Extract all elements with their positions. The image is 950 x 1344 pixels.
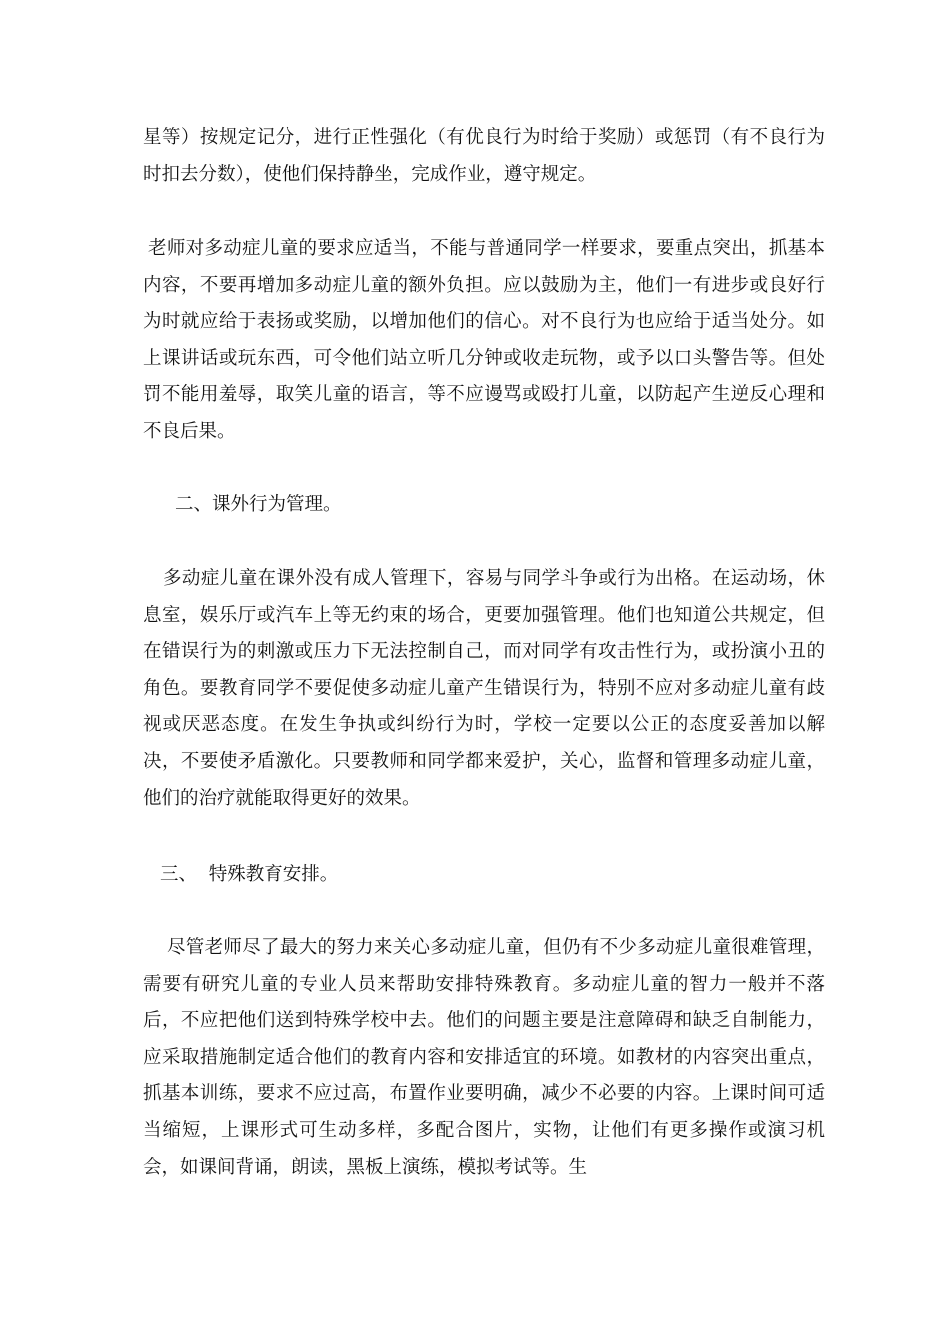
paragraph-after-class-management: 多动症儿童在课外没有成人管理下，容易与同学斗争或行为出格。在运动场，休息室，娱乐厅或汽车上等无约束的场合，更要加强管理。他们也知道公共规定，但在错误行为的刺激或压力下无法控制自己，而对同学有攻击性行为，或扮演小丑的角色。要教育同学不要促使多动症儿童产生错误行为，特别不应对多动症儿童有歧视或厌恶态度。在发生争执或纠纷行为时，学校一定要以公正的态度妥善加以解决，不要使矛盾激化。只要教师和同学都来爱护，关心，监督和管理多动症儿童，他们的治疗就能取得更好的效果。 xyxy=(143,568,825,809)
paragraph-continuation: 星等）按规定记分，进行正性强化（有优良行为时给于奖励）或惩罚（有不良行为时扣去分数），使他们保持静坐，完成作业，遵守规定。 xyxy=(143,127,825,185)
section-heading-special-education: 三、 特殊教育安排。 xyxy=(160,864,339,885)
paragraph-special-education: 尽管老师尽了最大的努力来关心多动症儿童，但仍有不少多动症儿童很难管理，需要有研究儿童的专业人员来帮助安排特殊教育。多动症儿童的智力一般并不落后，不应把他们送到特殊学校中去。他们的问题主要是注意障碍和缺乏自制能力，应采取措施制定适合他们的教育内容和安排适宜的环境。如教材的内容突出重点，抓基本训练，要求不应过高，布置作业要明确，减少不必要的内容。上课时间可适当缩短，上课形式可生动多样，多配合图片，实物，让他们有更多操作或演习机会，如课间背诵，朗读，黑板上演练，模拟考试等。生 xyxy=(143,937,825,1178)
paragraph-teacher-requirements: 老师对多动症儿童的要求应适当，不能与普通同学一样要求，要重点突出，抓基本内容，不要再增加多动症儿童的额外负担。应以鼓励为主，他们一有进步或良好行为时就应给于表扬或奖励，以增加他们的信心。对不良行为也应给于适当处分。如上课讲话或玩东西，可令他们站立听几分钟或收走玩物，或予以口头警告等。但处罚不能用羞辱，取笑儿童的语言，等不应谩骂或殴打儿童，以防起产生逆反心理和不良后果。 xyxy=(143,238,825,442)
section-heading-after-class: 二、课外行为管理。 xyxy=(175,494,342,515)
